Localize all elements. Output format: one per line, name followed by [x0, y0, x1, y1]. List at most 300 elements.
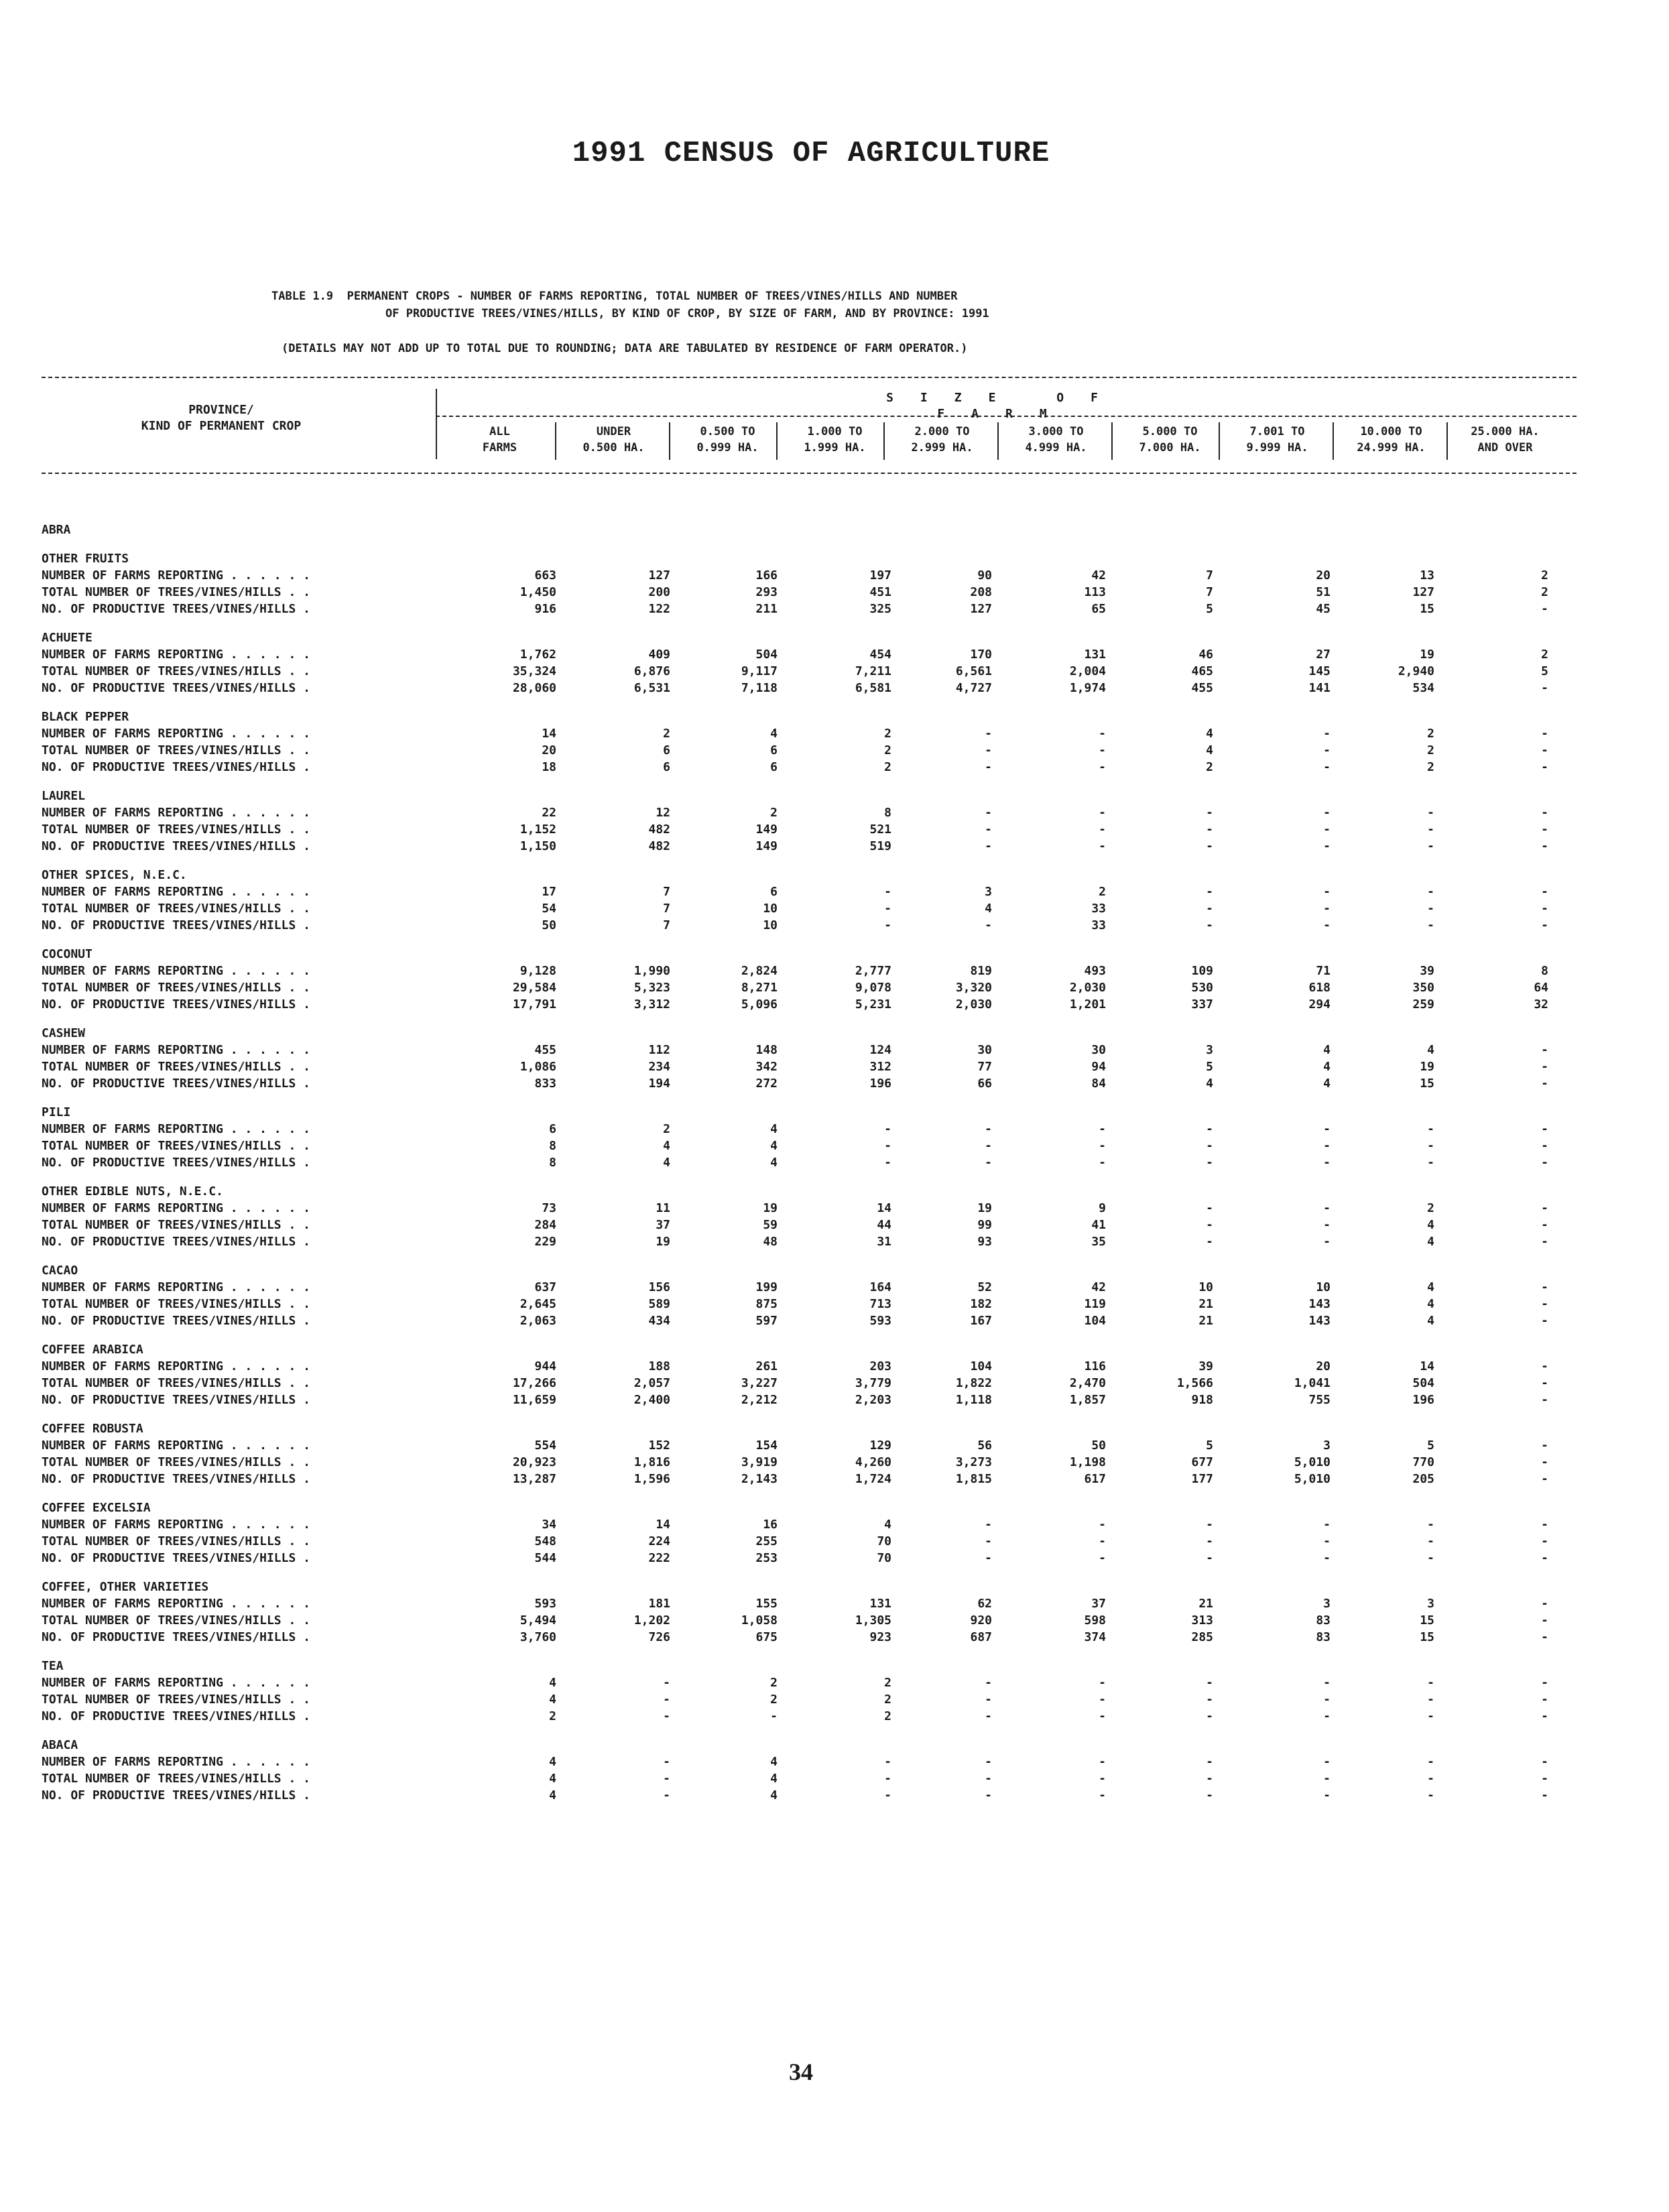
crop-name — [42, 1659, 1583, 1676]
table-cell: 205 — [1412, 1472, 1434, 1486]
table-cell: 124 — [869, 1043, 891, 1057]
crop-name — [42, 947, 1583, 964]
table-row-productive — [42, 1472, 1583, 1489]
size-column-header — [1004, 424, 1108, 456]
table-cell: - — [1541, 822, 1548, 837]
table-row-total-label: TOTAL NUMBER OF TREES/VINES/HILLS . . — [42, 1376, 310, 1390]
table-row-total — [42, 1693, 1583, 1709]
table-cell: - — [1323, 1709, 1331, 1723]
table-cell: - — [1099, 1676, 1106, 1690]
table-cell: - — [1206, 1676, 1213, 1690]
table-cell: 6 — [549, 1122, 556, 1136]
table-cell: - — [884, 885, 891, 899]
table-cell: - — [985, 1755, 992, 1769]
table-cell: 188 — [648, 1359, 670, 1373]
table-cell: 713 — [869, 1297, 891, 1311]
table-cell: 3 — [1206, 1043, 1213, 1057]
table-row-farms-label: NUMBER OF FARMS REPORTING . . . . . . — [42, 1043, 310, 1057]
table-cell: 4 — [1323, 1077, 1331, 1091]
table-cell: 285 — [1191, 1630, 1213, 1644]
table-cell: 59 — [763, 1218, 778, 1232]
table-cell: - — [1541, 1788, 1548, 1802]
table-cell: - — [1099, 822, 1106, 837]
table-cell: 548 — [534, 1534, 556, 1548]
table-cell: 4 — [985, 902, 992, 916]
table-cell: - — [1206, 1755, 1213, 1769]
table-cell: 253 — [755, 1551, 778, 1565]
table-cell: 6,876 — [633, 664, 670, 678]
table-row-productive-label: NO. OF PRODUCTIVE TREES/VINES/HILLS . — [42, 1788, 310, 1802]
table-cell: 5,494 — [519, 1613, 556, 1627]
table-cell: - — [985, 918, 992, 932]
table-cell: 64 — [1534, 981, 1548, 995]
table-cell: - — [1323, 1122, 1331, 1136]
table-cell: - — [1206, 1518, 1213, 1532]
table-cell: 119 — [1084, 1297, 1106, 1311]
table-cell: 141 — [1308, 681, 1331, 695]
table-cell: - — [1541, 1235, 1548, 1249]
table-cell: 294 — [1308, 997, 1331, 1011]
table-cell: - — [1541, 918, 1548, 932]
table-cell: 5,010 — [1294, 1455, 1331, 1469]
table-cell: 4 — [549, 1693, 556, 1707]
table-cell: 544 — [534, 1551, 556, 1565]
table-cell: - — [985, 1788, 992, 1802]
size-column-header-line-1: 5.000 TO — [1142, 425, 1198, 438]
table-cell: 21 — [1198, 1297, 1213, 1311]
table-cell: - — [1541, 1393, 1548, 1407]
table-cell: - — [1206, 1534, 1213, 1548]
table-cell: 35,324 — [512, 664, 556, 678]
table-cell: - — [985, 822, 992, 837]
table-cell: 39 — [1420, 964, 1434, 978]
table-cell: 2,143 — [741, 1472, 778, 1486]
table-row-total — [42, 1772, 1583, 1788]
table-cell: 1,857 — [1069, 1393, 1106, 1407]
table-cell: 51 — [1316, 585, 1331, 599]
crop-name — [42, 789, 1583, 806]
table-cell: 2 — [1206, 760, 1213, 774]
table-cell: - — [1206, 1772, 1213, 1786]
table-cell: 10 — [1316, 1280, 1331, 1294]
table-row-total — [42, 743, 1583, 760]
table-cell: - — [1541, 1772, 1548, 1786]
table-cell: 41 — [1091, 1218, 1106, 1232]
table-cell: 30 — [1091, 1043, 1106, 1057]
table-cell: 325 — [869, 602, 891, 616]
table-row-farms — [42, 1122, 1583, 1139]
table-cell: 293 — [755, 585, 778, 599]
table-cell: - — [1541, 1518, 1548, 1532]
table-cell: 65 — [1091, 602, 1106, 616]
size-column-header — [1339, 424, 1443, 456]
table-cell: 229 — [534, 1235, 556, 1249]
table-cell: - — [1427, 1122, 1434, 1136]
table-cell: - — [1323, 760, 1331, 774]
table-cell: 2 — [884, 743, 891, 757]
table-row-total-label: TOTAL NUMBER OF TREES/VINES/HILLS . . — [42, 1613, 310, 1627]
table-cell: 4 — [1427, 1280, 1434, 1294]
table-cell: 14 — [877, 1201, 891, 1215]
table-cell: 7,211 — [855, 664, 891, 678]
table-cell: 211 — [755, 602, 778, 616]
table-cell: 83 — [1316, 1630, 1331, 1644]
crop-name — [42, 1026, 1583, 1043]
table-cell: 156 — [648, 1280, 670, 1294]
table-cell: 99 — [977, 1218, 992, 1232]
table-cell: 148 — [755, 1043, 778, 1057]
table-cell: 5 — [1206, 1438, 1213, 1453]
table-cell: 4 — [1323, 1043, 1331, 1057]
table-cell: 504 — [1412, 1376, 1434, 1390]
table-cell: 167 — [970, 1314, 992, 1328]
table-cell: - — [884, 1788, 891, 1802]
table-cell: 598 — [1084, 1613, 1106, 1627]
page-title: 1991 CENSUS OF AGRICULTURE — [572, 137, 1050, 170]
table-cell: 8 — [1541, 964, 1548, 978]
table-cell: 434 — [648, 1314, 670, 1328]
table-row-farms — [42, 1755, 1583, 1772]
table-cell: 4 — [1427, 1043, 1434, 1057]
table-cell: - — [1206, 1156, 1213, 1170]
column-divider — [1219, 422, 1220, 460]
crop-name — [42, 1738, 1583, 1755]
table-cell: 2,400 — [633, 1393, 670, 1407]
table-cell: - — [1323, 1201, 1331, 1215]
table-cell: 2,824 — [741, 964, 778, 978]
table-cell: - — [1427, 1772, 1434, 1786]
table-cell: 50 — [1091, 1438, 1106, 1453]
table-row-total-label: TOTAL NUMBER OF TREES/VINES/HILLS . . — [42, 1297, 310, 1311]
table-cell: - — [1099, 1788, 1106, 1802]
column-divider — [1446, 422, 1448, 460]
table-row-farms — [42, 1518, 1583, 1534]
size-column-header-line-2: 24.999 HA. — [1357, 441, 1426, 454]
table-row-farms-label: NUMBER OF FARMS REPORTING . . . . . . — [42, 648, 310, 662]
table-cell: - — [1541, 760, 1548, 774]
table-cell: - — [1541, 602, 1548, 616]
table-cell: - — [985, 1518, 992, 1532]
table-cell: 916 — [534, 602, 556, 616]
table-cell: - — [985, 839, 992, 853]
table-row-farms — [42, 1438, 1583, 1455]
table-cell: - — [1427, 1534, 1434, 1548]
table-cell: 77 — [977, 1060, 992, 1074]
table-cell: 6,531 — [633, 681, 670, 695]
crop-name — [42, 1343, 1583, 1359]
table-row-productive-label: NO. OF PRODUCTIVE TREES/VINES/HILLS . — [42, 1630, 310, 1644]
table-cell: - — [1099, 1693, 1106, 1707]
table-row-farms-label: NUMBER OF FARMS REPORTING . . . . . . — [42, 1359, 310, 1373]
table-cell: 2,940 — [1398, 664, 1434, 678]
table-cell: 454 — [869, 648, 891, 662]
table-cell: 143 — [1308, 1314, 1331, 1328]
table-cell: 12 — [656, 806, 670, 820]
table-cell: - — [1427, 1156, 1434, 1170]
table-cell: 2,030 — [1069, 981, 1106, 995]
table-cell: - — [1541, 1218, 1548, 1232]
size-column-header — [448, 424, 552, 456]
crop-name-label: COFFEE ARABICA — [42, 1343, 143, 1357]
column-divider — [883, 422, 885, 460]
table-cell: - — [1541, 1597, 1548, 1611]
crop-name — [42, 868, 1583, 885]
table-cell: 4 — [770, 1156, 778, 1170]
table-cell: - — [1206, 1235, 1213, 1249]
table-cell: 5,231 — [855, 997, 891, 1011]
table-cell: - — [1427, 1709, 1434, 1723]
table-cell: 6 — [770, 743, 778, 757]
table-cell: - — [985, 1139, 992, 1153]
table-cell: - — [1206, 806, 1213, 820]
table-cell: 4 — [770, 1755, 778, 1769]
table-row-total-label: TOTAL NUMBER OF TREES/VINES/HILLS . . — [42, 1772, 310, 1786]
table-row-productive — [42, 602, 1583, 619]
crop-name-label: CASHEW — [42, 1026, 86, 1040]
table-cell: 4,260 — [855, 1455, 891, 1469]
table-row-total — [42, 1297, 1583, 1314]
table-cell: - — [1541, 681, 1548, 695]
table-cell: 32 — [1534, 997, 1548, 1011]
table-cell: - — [1541, 1438, 1548, 1453]
table-row-total — [42, 902, 1583, 918]
table-row-farms-label: NUMBER OF FARMS REPORTING . . . . . . — [42, 1518, 310, 1532]
table-cell: 7 — [1206, 585, 1213, 599]
crop-name-label: CACAO — [42, 1264, 78, 1278]
table-cell: - — [1323, 918, 1331, 932]
table-cell: - — [1427, 902, 1434, 916]
table-cell: 182 — [970, 1297, 992, 1311]
table-row-productive — [42, 839, 1583, 856]
table-row-farms — [42, 1676, 1583, 1693]
table-cell: 3 — [1323, 1438, 1331, 1453]
table-cell: - — [1323, 1156, 1331, 1170]
table-row-productive — [42, 1156, 1583, 1172]
table-cell: 350 — [1412, 981, 1434, 995]
table-cell: - — [1323, 1235, 1331, 1249]
table-cell: 554 — [534, 1438, 556, 1453]
column-divider — [555, 422, 556, 460]
table-cell: 20 — [1316, 1359, 1331, 1373]
table-cell: 104 — [1084, 1314, 1106, 1328]
table-cell: 312 — [869, 1060, 891, 1074]
table-cell: 9 — [1099, 1201, 1106, 1215]
table-cell: 4 — [663, 1156, 670, 1170]
table-cell: 224 — [648, 1534, 670, 1548]
table-cell: - — [1323, 839, 1331, 853]
table-row-productive — [42, 918, 1583, 935]
table-cell: - — [1541, 1693, 1548, 1707]
table-cell: 455 — [534, 1043, 556, 1057]
table-cell: 14 — [656, 1518, 670, 1532]
table-cell: 4 — [1427, 1297, 1434, 1311]
table-cell: - — [1427, 1518, 1434, 1532]
table-row-productive — [42, 997, 1583, 1014]
table-cell: 1,724 — [855, 1472, 891, 1486]
province-header-line-1: PROVINCE/ — [188, 403, 254, 417]
table-cell: 4 — [1323, 1060, 1331, 1074]
table-row-farms-label: NUMBER OF FARMS REPORTING . . . . . . — [42, 568, 310, 582]
table-cell: 1,822 — [955, 1376, 992, 1390]
table-cell: 109 — [1191, 964, 1213, 978]
table-cell: 920 — [970, 1613, 992, 1627]
table-cell: 42 — [1091, 568, 1106, 582]
size-column-header-line-2: FARMS — [482, 441, 517, 454]
table-cell: - — [1206, 1218, 1213, 1232]
table-cell: 2 — [1427, 727, 1434, 741]
table-cell: 618 — [1308, 981, 1331, 995]
size-column-header — [676, 424, 780, 456]
table-cell: 482 — [648, 822, 670, 837]
table-cell: 677 — [1191, 1455, 1213, 1469]
table-row-productive-label: NO. OF PRODUCTIVE TREES/VINES/HILLS . — [42, 1314, 310, 1328]
crop-name — [42, 1264, 1583, 1280]
table-cell: - — [1541, 885, 1548, 899]
table-cell: 155 — [755, 1597, 778, 1611]
table-cell: 5 — [1427, 1438, 1434, 1453]
table-cell: - — [1323, 1676, 1331, 1690]
table-cell: 15 — [1420, 1630, 1434, 1644]
table-cell: 593 — [534, 1597, 556, 1611]
table-cell: - — [1541, 1676, 1548, 1690]
table-cell: 2,057 — [633, 1376, 670, 1390]
table-row-productive — [42, 1314, 1583, 1331]
table-cell: 597 — [755, 1314, 778, 1328]
table-row-productive — [42, 681, 1583, 698]
table-cell: - — [1541, 1139, 1548, 1153]
table-cell: - — [1541, 1630, 1548, 1644]
table-row-total — [42, 1613, 1583, 1630]
crop-name — [42, 1422, 1583, 1438]
table-cell: - — [1541, 743, 1548, 757]
table-cell: 3,227 — [741, 1376, 778, 1390]
crop-name-label: COFFEE, OTHER VARIETIES — [42, 1580, 209, 1594]
table-cell: 66 — [977, 1077, 992, 1091]
table-cell: 149 — [755, 839, 778, 853]
table-cell: 1,596 — [633, 1472, 670, 1486]
table-cell: 4 — [770, 727, 778, 741]
table-cell: - — [663, 1772, 670, 1786]
table-cell: - — [663, 1788, 670, 1802]
table-row-total-label: TOTAL NUMBER OF TREES/VINES/HILLS . . — [42, 1534, 310, 1548]
table-cell: - — [1427, 1755, 1434, 1769]
table-cell: - — [884, 1755, 891, 1769]
table-cell: 2 — [1427, 743, 1434, 757]
table-cell: 5,096 — [741, 997, 778, 1011]
table-row-farms-label: NUMBER OF FARMS REPORTING . . . . . . — [42, 885, 310, 899]
table-cell: 14 — [542, 727, 556, 741]
table-cell: - — [1427, 885, 1434, 899]
table-cell: 2 — [884, 1709, 891, 1723]
table-cell: 663 — [534, 568, 556, 582]
table-cell: 6 — [663, 743, 670, 757]
table-row-total — [42, 1060, 1583, 1077]
table-cell: - — [663, 1676, 670, 1690]
table-cell: - — [1206, 822, 1213, 837]
table-cell: - — [1206, 885, 1213, 899]
table-cell: 37 — [656, 1218, 670, 1232]
table-cell: 617 — [1084, 1472, 1106, 1486]
table-cell: - — [770, 1709, 778, 1723]
table-cell: 3 — [1427, 1597, 1434, 1611]
table-cell: 20,923 — [512, 1455, 556, 1469]
table-cell: 1,816 — [633, 1455, 670, 1469]
table-cell: - — [1099, 1534, 1106, 1548]
table-cell: 4 — [770, 1122, 778, 1136]
table-cell: 8 — [549, 1139, 556, 1153]
table-row-farms-label: NUMBER OF FARMS REPORTING . . . . . . — [42, 1438, 310, 1453]
table-cell: 19 — [656, 1235, 670, 1249]
table-cell: 1,198 — [1069, 1455, 1106, 1469]
table-cell: 170 — [970, 648, 992, 662]
table-cell: 6,561 — [955, 664, 992, 678]
table-cell: 2,030 — [955, 997, 992, 1011]
table-cell: - — [1541, 1060, 1548, 1074]
table-cell: - — [1206, 1122, 1213, 1136]
column-divider — [1333, 422, 1334, 460]
table-row-farms-label: NUMBER OF FARMS REPORTING . . . . . . — [42, 1676, 310, 1690]
table-row-productive-label: NO. OF PRODUCTIVE TREES/VINES/HILLS . — [42, 1472, 310, 1486]
table-cell: - — [1541, 1122, 1548, 1136]
table-cell: 194 — [648, 1077, 670, 1091]
table-cell: 493 — [1084, 964, 1106, 978]
table-cell: - — [1099, 1772, 1106, 1786]
table-row-productive — [42, 1393, 1583, 1410]
table-cell: - — [1541, 1534, 1548, 1548]
table-cell: - — [985, 1693, 992, 1707]
table-cell: 261 — [755, 1359, 778, 1373]
table-cell: 15 — [1420, 1077, 1434, 1091]
table-row-productive-label: NO. OF PRODUCTIVE TREES/VINES/HILLS . — [42, 1235, 310, 1249]
table-cell: 687 — [970, 1630, 992, 1644]
table-cell: - — [1099, 806, 1106, 820]
size-of-farm-header: SIZE OF FARM — [886, 391, 1125, 421]
crop-name-label: OTHER SPICES, N.E.C. — [42, 868, 187, 882]
table-cell: 9,117 — [741, 664, 778, 678]
table-cell: 923 — [869, 1630, 891, 1644]
table-cell: 2 — [1541, 568, 1548, 582]
table-cell: 203 — [869, 1359, 891, 1373]
table-cell: - — [1206, 918, 1213, 932]
table-cell: 342 — [755, 1060, 778, 1074]
table-cell: 313 — [1191, 1613, 1213, 1627]
table-row-total — [42, 1376, 1583, 1393]
table-cell: - — [1541, 1755, 1548, 1769]
crop-name-label: TEA — [42, 1659, 64, 1673]
table-cell: 2,645 — [519, 1297, 556, 1311]
table-cell: - — [1099, 1139, 1106, 1153]
table-cell: 337 — [1191, 997, 1213, 1011]
table-cell: 84 — [1091, 1077, 1106, 1091]
table-cell: - — [1099, 760, 1106, 774]
size-column-header-line-2: 0.999 HA. — [696, 441, 759, 454]
table-cell: 93 — [977, 1235, 992, 1249]
size-column-header-line-1: 10.000 TO — [1360, 425, 1422, 438]
table-cell: - — [1206, 1709, 1213, 1723]
table-cell: 8 — [549, 1156, 556, 1170]
table-cell: - — [1206, 1693, 1213, 1707]
table-cell: 149 — [755, 822, 778, 837]
table-cell: 54 — [542, 902, 556, 916]
table-cell: 7 — [1206, 568, 1213, 582]
table-cell: 16 — [763, 1518, 778, 1532]
table-cell: 21 — [1198, 1597, 1213, 1611]
table-cell: 34 — [542, 1518, 556, 1532]
table-cell: 197 — [869, 568, 891, 582]
table-row-total-label: TOTAL NUMBER OF TREES/VINES/HILLS . . — [42, 743, 310, 757]
table-cell: 177 — [1191, 1472, 1213, 1486]
table-row-total-label: TOTAL NUMBER OF TREES/VINES/HILLS . . — [42, 1693, 310, 1707]
